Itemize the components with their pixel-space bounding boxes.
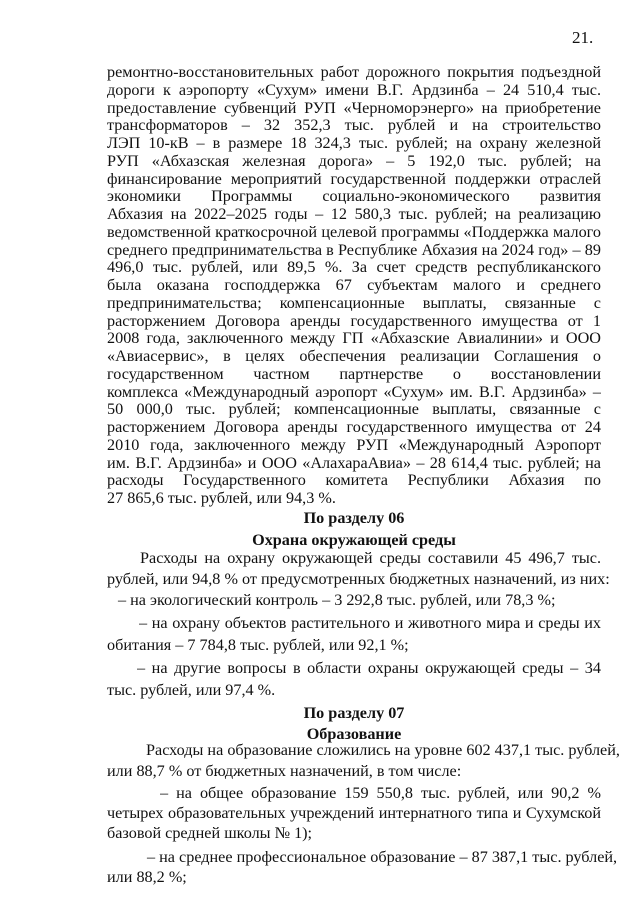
text-line: ведомственной краткосрочной целевой программы «Поддержка малого xyxy=(107,222,601,241)
text-line: 2010 года, заключенного между РУП «Международный Аэропорт xyxy=(107,435,601,454)
text-line: или 88,2 %; xyxy=(107,868,187,886)
text-line: 496,0 тыс. рублей, или 89,5 %. За счет средств республиканского xyxy=(107,258,601,277)
text-line: – на общее образование 159 550,8 тыс. рублей, или 90,2 % xyxy=(160,784,601,802)
text-line: Расходы на образование сложились на уровне 602 437,1 тыс. рублей, xyxy=(146,741,620,759)
text-line: «Авиасервис», в целях обеспечения реализации Соглашения о xyxy=(107,347,601,365)
section-07-heading: По разделу 07 xyxy=(303,704,405,722)
text-line: РУП «Абхазская железная дорога» – 5 192,0 тыс. рублей; на xyxy=(107,151,601,170)
text-line: или 88,7 % от бюджетных назначений, в том числе: xyxy=(107,762,462,780)
text-line: – на среднее профессиональное образование – 87 387,1 тыс. рублей, xyxy=(147,848,618,866)
section-06-title: Охрана окружающей среды xyxy=(252,531,456,549)
section-07-title: Образование xyxy=(306,725,402,743)
text-line: экономики Программы социально-экономического развития xyxy=(107,187,601,206)
text-line: – на другие вопросы в области охраны окружающей среды – 34 xyxy=(137,659,601,677)
text-line: дороги к аэропорту «Сухум» имени В.Г. Ардзинба – 24 510,4 тыс. xyxy=(107,80,601,99)
text-line: 2008 года, заключенного между ГП «Абхазские Авиалинии» и ООО xyxy=(107,329,601,348)
text-line: четырех образовательных учреждений интернатного типа и Сухумской xyxy=(107,804,601,822)
section-06-heading: По разделу 06 xyxy=(303,509,405,527)
text-line: ЛЭП 10-кВ – в размере 18 324,3 тыс. рублей; на охрану железной xyxy=(107,134,601,152)
text-line: тыс. рублей, или 97,4 %. xyxy=(107,681,276,699)
text-line: Абхазия на 2022–2025 годы – 12 580,3 тыс. рублей; на реализацию xyxy=(107,205,601,223)
text-line: – на экологический контроль – 3 292,8 тыс. рублей, или 78,3 %; xyxy=(118,591,556,609)
text-line: расходы Государственного комитета Республики Абхазия по xyxy=(107,471,601,490)
text-line: финансирование мероприятий государственной поддержки отраслей xyxy=(107,169,601,188)
text-line: обитания – 7 784,8 тыс. рублей, или 92,1 %; xyxy=(107,636,409,654)
text-line: была оказана господдержка 67 субъектам малого и среднего xyxy=(107,276,601,294)
text-line: 50 000,0 тыс. рублей; компенсационные выплаты, связанные с xyxy=(107,400,601,419)
text-line: предоставление субвенций РУП «Черноморэнерго» на приобретение xyxy=(107,98,601,117)
text-line: комплекса «Международный аэропорт «Сухум» им. В.Г. Ардзинба» – xyxy=(107,382,601,401)
text-line: им. В.Г. Ардзинба» и ООО «АлахараАвиа» – 28 614,4 тыс. рублей; на xyxy=(107,453,601,472)
text-line: государственном частном партнерстве о восстановлении xyxy=(107,364,601,383)
text-line: – на охрану объектов растительного и животного мира и среды их xyxy=(139,614,601,632)
text-line: базовой средней школы № 1); xyxy=(107,824,313,842)
text-line: ремонтно-восстановительных работ дорожного покрытия подъездной xyxy=(107,63,601,81)
text-line: трансформаторов – 32 352,3 тыс. рублей и на строительство xyxy=(107,116,601,135)
text-line: рублей, или 94,8 % от предусмотренных бюджетных назначений, из них: xyxy=(107,570,610,588)
text-line: расторжением Договора аренды государственного имущества от 1 xyxy=(107,311,601,330)
text-line: 27 865,6 тыс. рублей, или 94,3 %. xyxy=(107,489,336,507)
text-line: предпринимательства; компенсационные выплаты, связанные с xyxy=(107,293,601,312)
text-line: расторжением Договора аренды государственного имущества от 24 xyxy=(107,418,601,436)
text-line: среднего предпринимательства в Республике Абхазия на 2024 год» – 89 xyxy=(107,240,601,259)
text-line: Расходы на охрану окружающей среды составили 45 496,7 тыс. xyxy=(140,549,601,567)
page-number: 21. xyxy=(572,28,594,47)
